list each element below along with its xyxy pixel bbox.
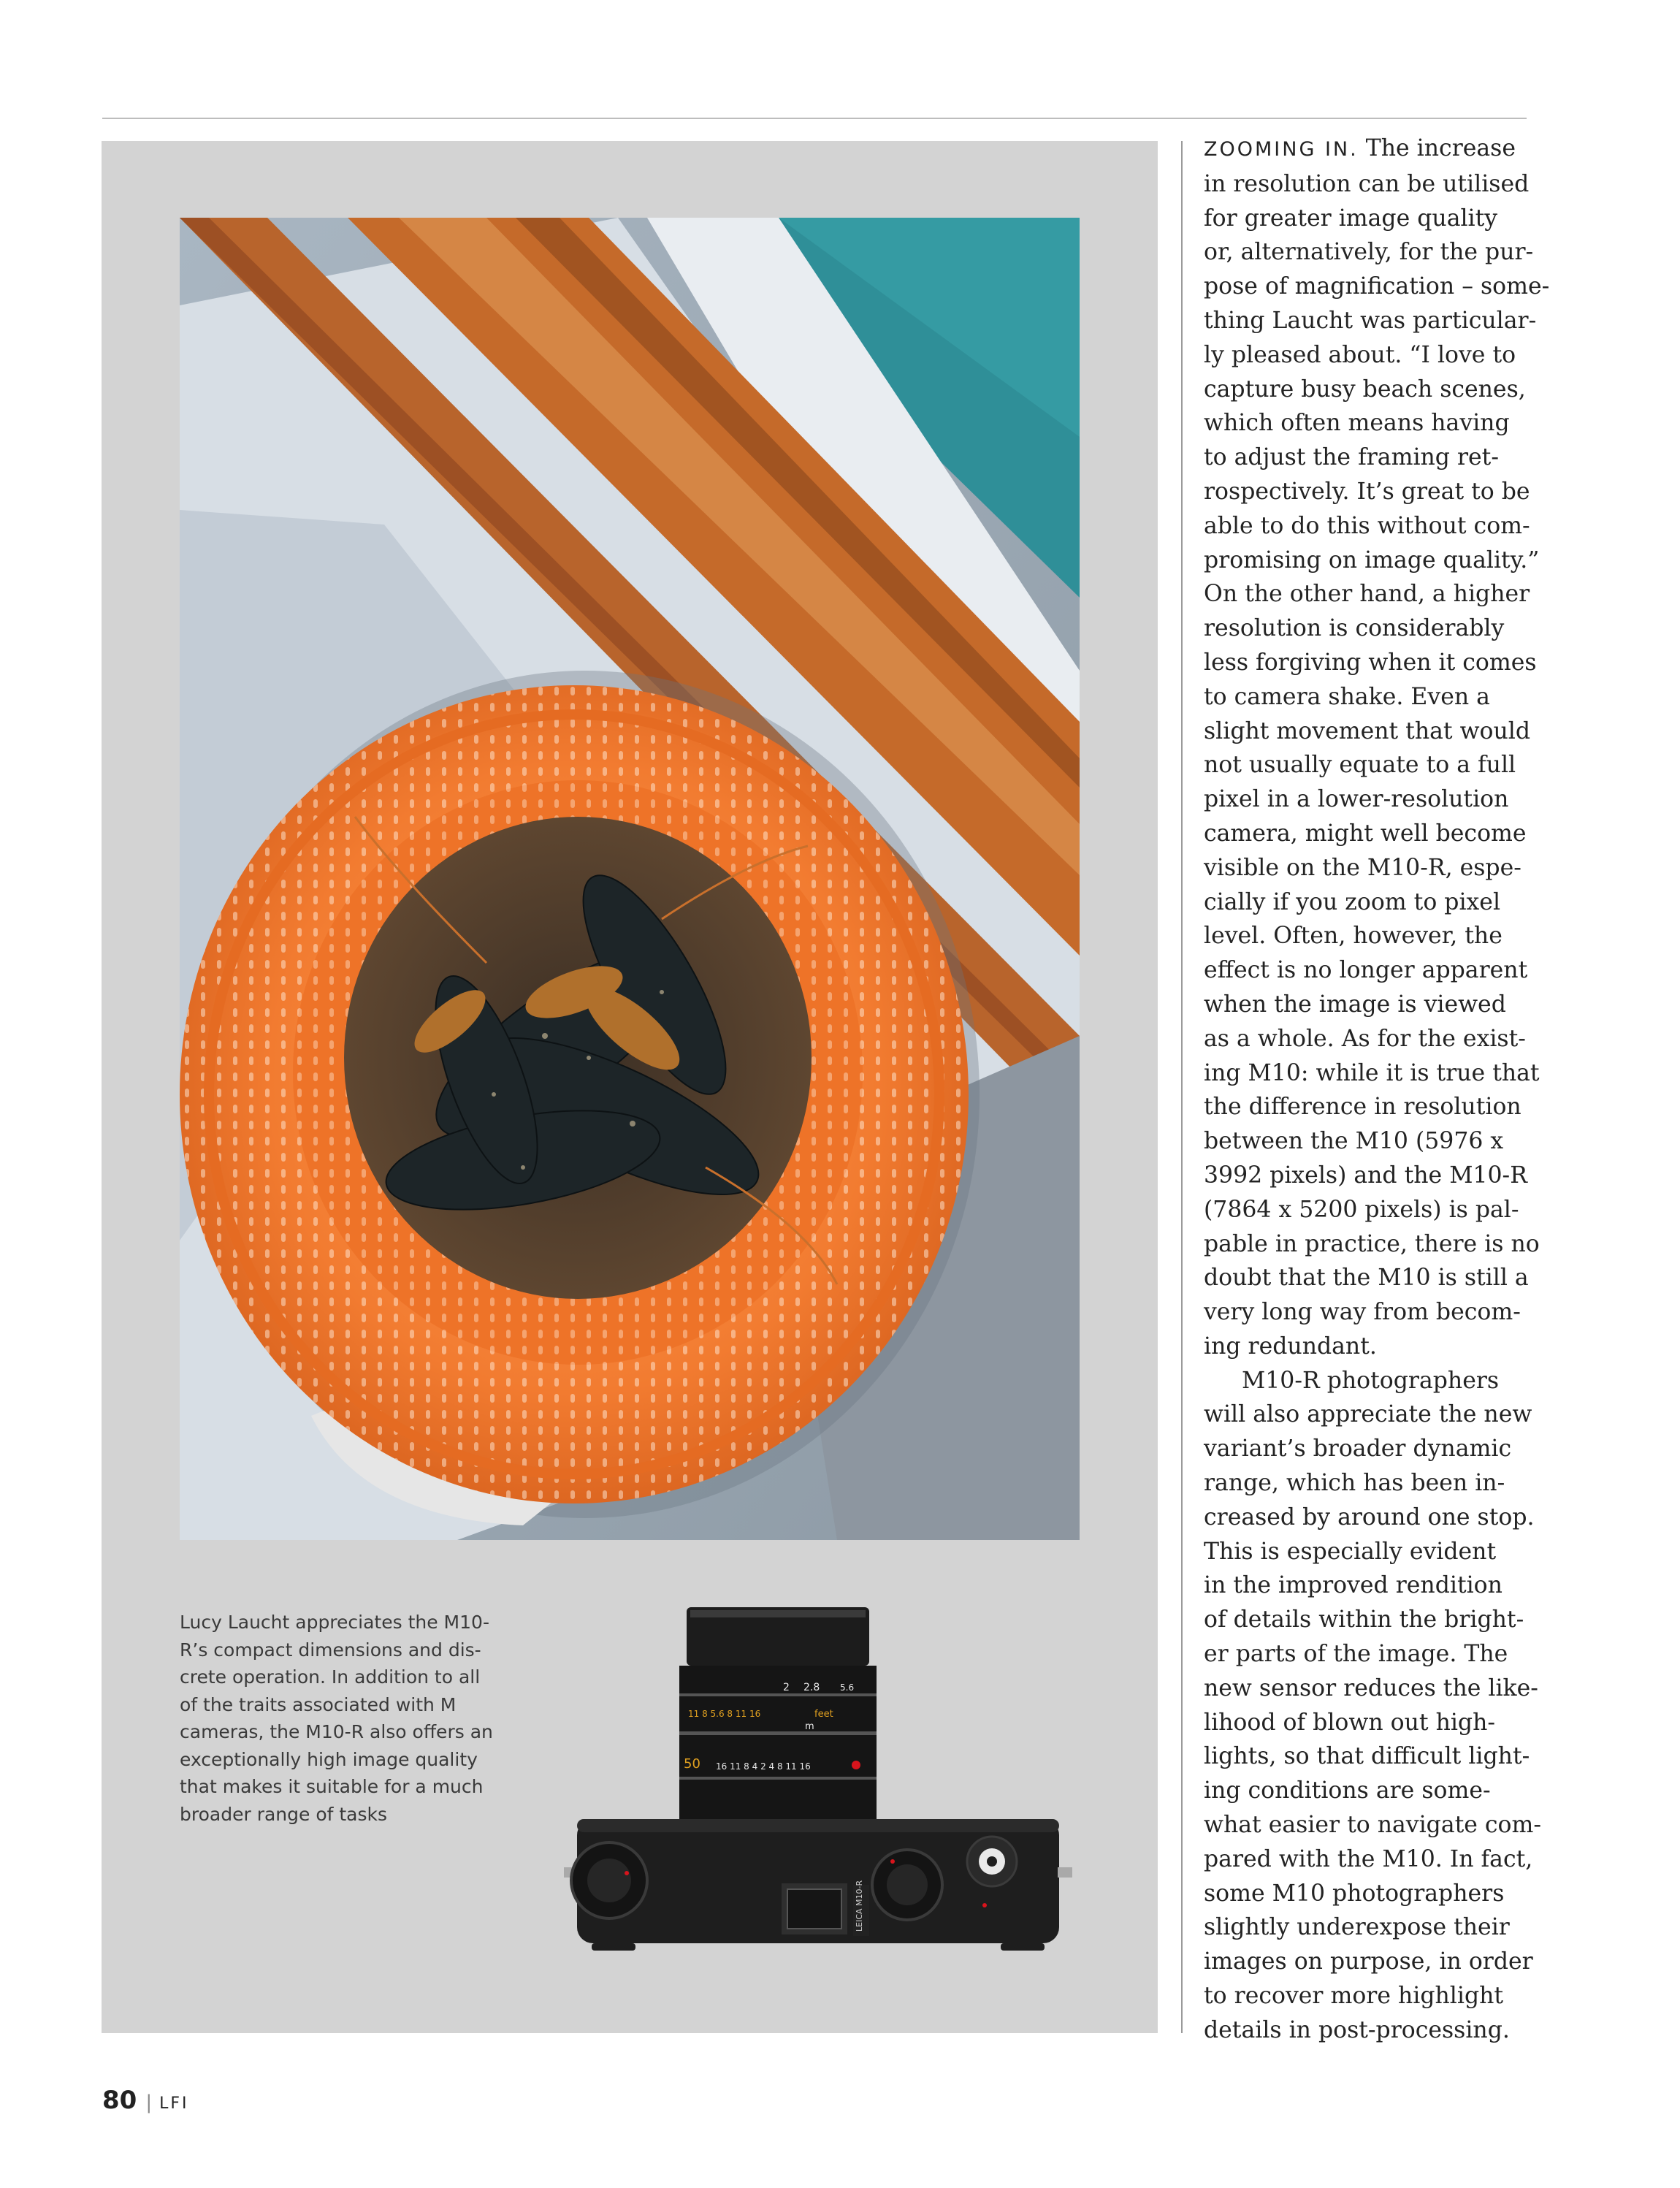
lobster-basket-photo: [180, 218, 1080, 1540]
article-line: when the image is viewed: [1204, 991, 1506, 1018]
lobster-basket-illustration: [180, 218, 1080, 1540]
article-line: er parts of the image. The: [1204, 1641, 1508, 1668]
article-line: thing Laucht was particular-: [1204, 307, 1537, 334]
article-line: slight movement that would: [1204, 717, 1531, 744]
article-line: promising on image quality.”: [1204, 546, 1540, 573]
article-line: variant’s broader dynamic: [1204, 1436, 1512, 1463]
article-line: not usually equate to a full: [1204, 752, 1516, 779]
caption-line: R’s compact dimensions and dis-: [180, 1639, 481, 1661]
caption-line: that makes it suitable for a much: [180, 1776, 484, 1797]
article-line: resolution is considerably: [1204, 615, 1505, 642]
lens-red-dot-icon: [852, 1761, 860, 1769]
article-line: pose of magnification – some-: [1204, 273, 1550, 300]
article-line: camera, might well become: [1204, 820, 1527, 847]
lens-meters-label: m: [805, 1721, 814, 1732]
article-line: ly pleased about. “I love to: [1204, 341, 1516, 368]
article-line: will also appreciate the new: [1204, 1401, 1532, 1428]
caption-line: broader range of tasks: [180, 1803, 388, 1825]
article-line: (7864 x 5200 pixels) is pal-: [1204, 1196, 1519, 1223]
article-line: doubt that the M10 is still a: [1204, 1265, 1529, 1292]
article-line: details in post-processing.: [1204, 2016, 1510, 2043]
article-line: for greater image quality: [1204, 205, 1498, 232]
page-footer: [102, 2086, 189, 2115]
lens-aperture-2: 2: [783, 1682, 790, 1693]
caption-line: cameras, the M10-R also offers an: [180, 1721, 493, 1742]
article-line: ing M10: while it is true that: [1204, 1059, 1540, 1086]
article-line: of details within the bright-: [1204, 1606, 1524, 1634]
article-line: to camera shake. Even a: [1204, 683, 1490, 710]
article-line: M10-R photographers: [1242, 1367, 1500, 1394]
article-line: cially if you zoom to pixel: [1204, 888, 1501, 915]
article-line: lights, so that difficult light-: [1204, 1743, 1530, 1770]
lens-dof-scale: 11 8 5.6 8 11 16: [688, 1709, 761, 1719]
caption-line: exceptionally high image quality: [180, 1748, 478, 1770]
article-line: some M10 photographers: [1204, 1880, 1505, 1907]
top-rule: [102, 118, 1527, 119]
lens-aperture-5.6: 5.6: [840, 1682, 855, 1693]
folio-separator: |: [145, 2092, 153, 2113]
article-line: to recover more highlight: [1204, 1983, 1504, 2010]
article-line: in resolution can be utilised: [1204, 170, 1530, 197]
article-line: pixel in a lower-resolution: [1204, 786, 1509, 813]
caption-line: crete operation. In addition to all: [180, 1666, 481, 1688]
article-line: visible on the M10-R, espe-: [1204, 854, 1521, 881]
article-line: level. Often, however, the: [1204, 923, 1503, 950]
article-line: rospectively. It’s great to be: [1204, 478, 1530, 505]
article-line: This is especially evident: [1204, 1538, 1497, 1565]
article-line: effect is no longer apparent: [1204, 957, 1528, 984]
leica-m10r-camera-image: [533, 1607, 1103, 1958]
article-line: in the improved rendition: [1204, 1572, 1503, 1599]
article-line: images on purpose, in order: [1204, 1948, 1533, 1975]
article-line: to adjust the framing ret-: [1204, 444, 1499, 471]
article-line: the difference in resolution: [1204, 1094, 1521, 1121]
article-line: On the other hand, a higher: [1204, 581, 1530, 608]
caption-line: Lucy Laucht appreciates the M10-: [180, 1612, 489, 1633]
camera-illustration: [533, 1607, 1103, 1958]
article-line: less forgiving when it comes: [1204, 649, 1537, 676]
column-divider: [1181, 141, 1183, 2033]
article-line: 3992 pixels) and the M10-R: [1204, 1162, 1527, 1189]
caption-line: of the traits associated with M: [180, 1693, 457, 1715]
article-line: pable in practice, there is no: [1204, 1230, 1540, 1257]
article-line: pared with the M10. In fact,: [1204, 1845, 1533, 1872]
article-line: ing redundant.: [1204, 1333, 1377, 1360]
article-line: lihood of blown out high-: [1204, 1709, 1496, 1736]
article-line: what easier to navigate com-: [1204, 1812, 1542, 1839]
article-body: [1204, 131, 1550, 2048]
article-line: which often means having: [1204, 410, 1510, 437]
article-line: capture busy beach scenes,: [1204, 376, 1526, 403]
article-line: very long way from becom-: [1204, 1299, 1521, 1326]
article-line: new sensor reduces the like-: [1204, 1674, 1538, 1701]
article-line: range, which has been in-: [1204, 1470, 1505, 1497]
article-line: ing conditions are some-: [1204, 1777, 1491, 1804]
article-line: creased by around one stop.: [1204, 1503, 1535, 1531]
article-line: [1204, 131, 1525, 167]
article-line: slightly underexpose their: [1204, 1914, 1510, 1941]
page-number: 80: [102, 2086, 137, 2115]
lens-feet-label: feet: [814, 1709, 833, 1720]
lens-focus-scale: 16 11 8 4 2 4 8 11 16: [716, 1761, 811, 1772]
lens-aperture-2.8: 2.8: [803, 1682, 820, 1693]
article-line: between the M10 (5976 x: [1204, 1128, 1504, 1155]
article-line: able to do this without com-: [1204, 512, 1530, 539]
article-line: as a whole. As for the exist-: [1204, 1025, 1526, 1052]
lens-focal-length: 50: [684, 1756, 700, 1772]
runin-heading: ZOOMING IN.: [1204, 138, 1359, 161]
article-line: or, alternatively, for the pur-: [1204, 239, 1534, 266]
camera-model-engraving: LEICA M10-R: [855, 1880, 864, 1932]
article-line-text: The increase: [1358, 135, 1516, 161]
magazine-name: LFI: [159, 2094, 189, 2113]
photo-caption: [180, 1609, 516, 1828]
